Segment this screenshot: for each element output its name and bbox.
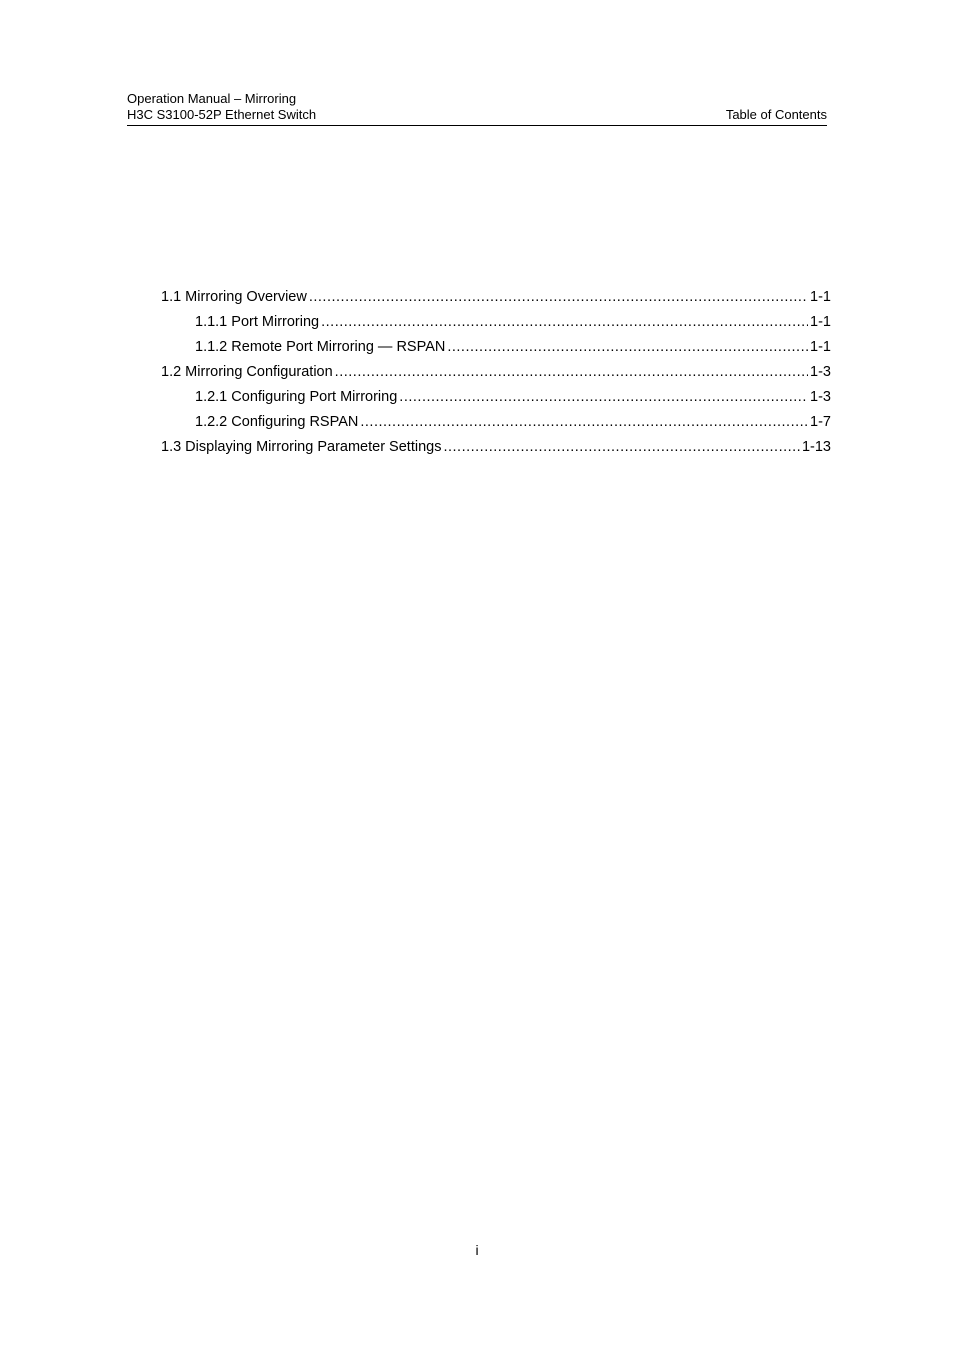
header-document-info <box>127 91 316 123</box>
toc-entry-title: 1.3 Displaying Mirroring Parameter Settings <box>161 439 442 455</box>
header-product-name: H3C S3100-52P Ethernet Switch <box>127 107 317 122</box>
toc-entry[interactable] <box>161 436 831 461</box>
toc-leader-dots <box>309 286 808 308</box>
toc-leader-dots <box>321 311 808 333</box>
toc-leader-dots <box>447 336 808 358</box>
toc-entry[interactable] <box>161 411 831 436</box>
page-header <box>127 91 827 126</box>
table-of-contents <box>161 286 831 461</box>
toc-entry-title: 1.1 Mirroring Overview <box>161 289 307 305</box>
header-section-title: Table of Contents <box>725 107 827 122</box>
toc-entry-page: 1-3 <box>810 389 831 405</box>
toc-entry-page: 1-7 <box>810 414 831 430</box>
toc-entry-page: 1-13 <box>801 439 831 455</box>
toc-entry-title: 1.1.2 Remote Port Mirroring — RSPAN <box>195 339 446 355</box>
toc-entry-title: 1.2.1 Configuring Port Mirroring <box>195 389 398 405</box>
toc-entry[interactable] <box>161 286 831 311</box>
toc-entry[interactable] <box>161 361 831 386</box>
toc-entry-title: 1.2.2 Configuring RSPAN <box>195 414 359 430</box>
header-manual-title: Operation Manual – Mirroring <box>127 91 297 106</box>
toc-entry-page: 1-1 <box>810 314 831 330</box>
toc-leader-dots <box>443 436 800 458</box>
toc-entry-page: 1-1 <box>810 339 831 355</box>
toc-entry-title: 1.1.1 Port Mirroring <box>195 314 320 330</box>
page-number: i <box>475 1242 479 1258</box>
toc-leader-dots <box>335 361 808 383</box>
toc-entry[interactable] <box>161 386 831 411</box>
toc-entry-page: 1-3 <box>810 364 831 380</box>
toc-entry[interactable] <box>161 311 831 336</box>
toc-entry-title: 1.2 Mirroring Configuration <box>161 364 333 380</box>
toc-entry[interactable] <box>161 336 831 361</box>
toc-entry-page: 1-1 <box>810 289 831 305</box>
toc-leader-dots <box>399 386 808 408</box>
toc-leader-dots <box>360 411 808 433</box>
